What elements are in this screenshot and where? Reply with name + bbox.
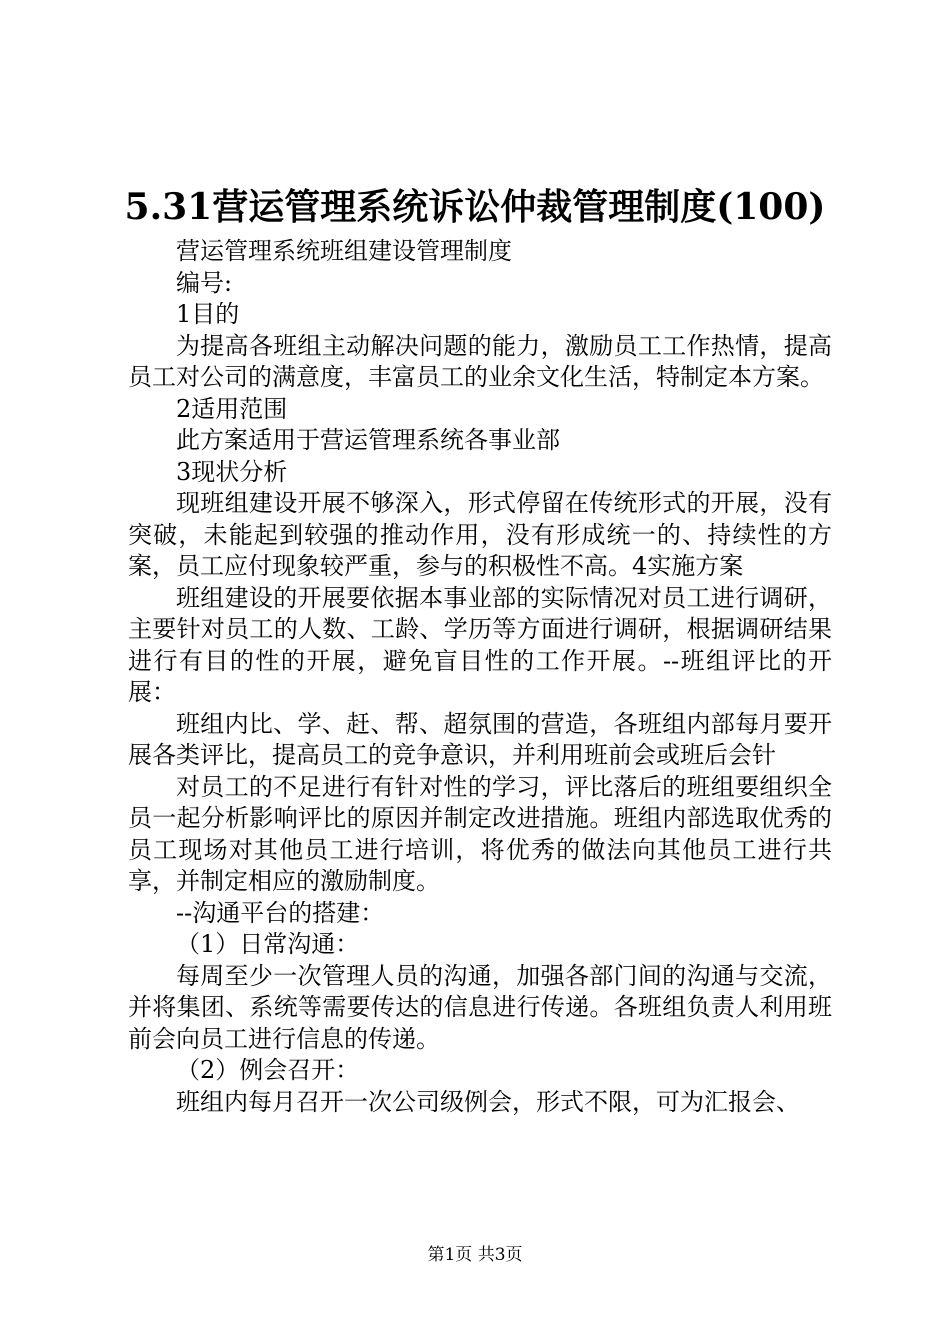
document-title: 5.31营运管理系统诉讼仲裁管理制度(100) bbox=[124, 186, 826, 228]
paragraph: 2适用范围 bbox=[176, 394, 288, 423]
page-footer: 第1页 共3页 bbox=[427, 1245, 523, 1265]
paragraph: 为提高各班组主动解决问题的能力，激励员工工作热情，提高员工对公司的满意度，丰富员工的业余文化生活，特制定本方案。 bbox=[128, 331, 832, 391]
paragraph: --沟通平台的搭建： bbox=[176, 898, 385, 927]
paragraph: 编号: bbox=[176, 268, 233, 297]
paragraph: 此方案适用于营运管理系统各事业部 bbox=[176, 426, 560, 454]
paragraph: 班组内每月召开一次公司级例会，形式不限，可为汇报会、 bbox=[176, 1087, 800, 1116]
document-body bbox=[128, 236, 832, 1118]
paragraph: 1目的 bbox=[176, 300, 240, 328]
paragraph: 每周至少一次管理人员的沟通，加强各部门间的沟通与交流，并将集团、系统等需要传达的信息进行传递。各班组负责人利用班前会向员工进行信息的传递。 bbox=[128, 961, 832, 1053]
paragraph: 对员工的不足进行有针对性的学习，评比落后的班组要组织全员一起分析影响评比的原因并制定改进措施。班组内部选取优秀的员工现场对其他员工进行培训，将优秀的做法向其他员工进行共享，并制定相应的激励制度。 bbox=[128, 772, 832, 895]
paragraph: 现班组建设开展不够深入，形式停留在传统形式的开展，没有突破，未能起到较强的推动作用，没有形成统一的、持续性的方案，员工应付现象较严重，参与的积极性不高。4实施方案 bbox=[128, 489, 832, 580]
paragraph: 营运管理系统班组建设管理制度 bbox=[176, 237, 512, 265]
paragraph: 班组建设的开展要依据本事业部的实际情况对员工进行调研，主要针对员工的人数、工龄、学历等方面进行调研，根据调研结果进行有目的性的开展，避免盲目性的工作开展。--班组评比的开展： bbox=[128, 583, 832, 706]
paragraph: （2）例会召开： bbox=[176, 1056, 360, 1084]
paragraph: （1）日常沟通： bbox=[176, 930, 360, 958]
paragraph: 3现状分析 bbox=[176, 457, 288, 486]
paragraph: 班组内比、学、赶、帮、超氛围的营造，各班组内部每月要开展各类评比，提高员工的竞争意识，并利用班前会或班后会针 bbox=[128, 709, 832, 769]
